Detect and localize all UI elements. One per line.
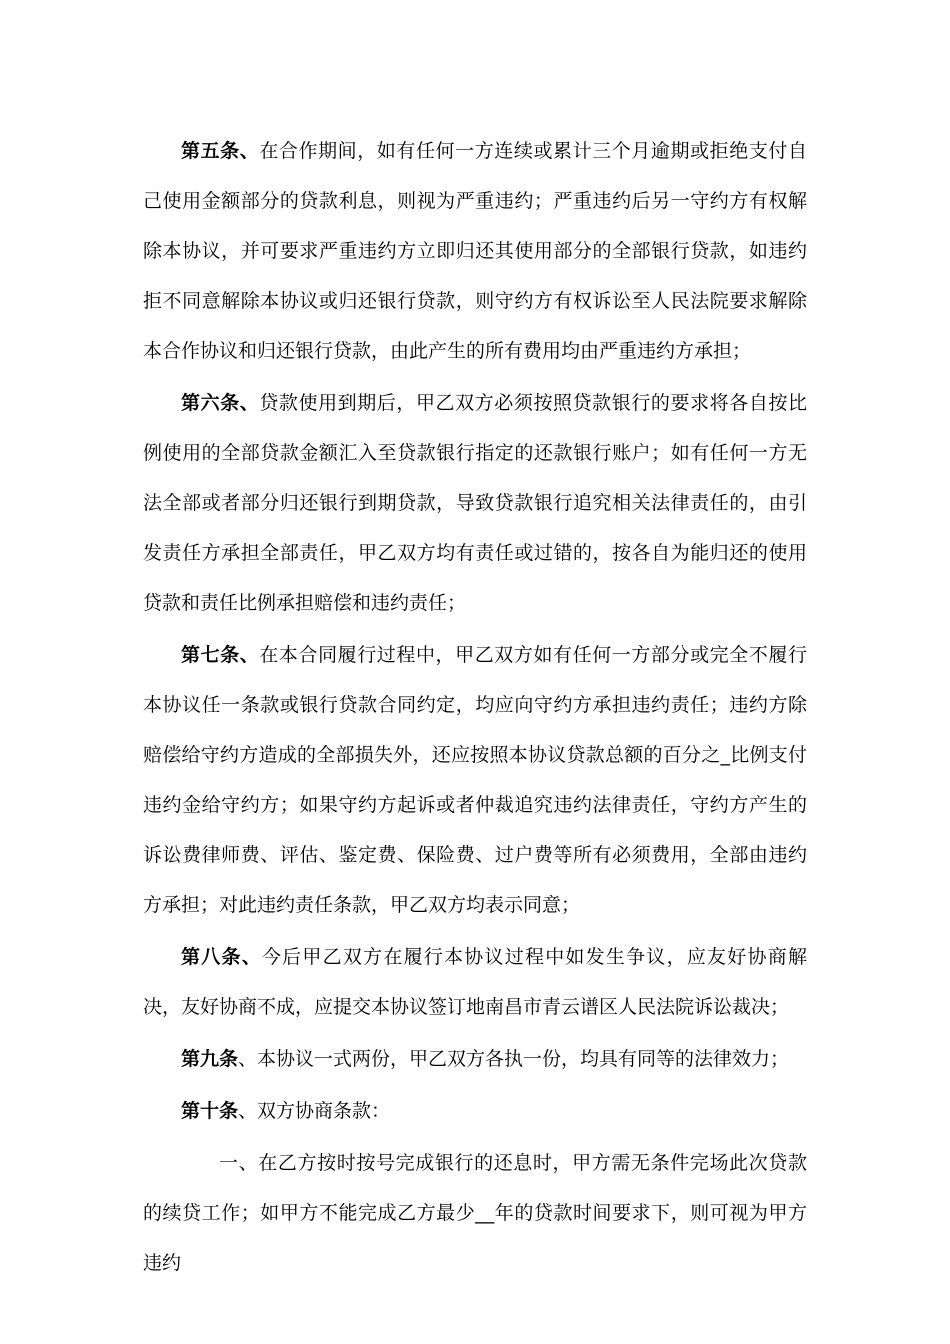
document-page: [143, 126, 807, 1290]
article-10-title: 第十条: [181, 1100, 239, 1122]
article-9-title: 第九条: [181, 1048, 239, 1070]
article-6-title: 第六条、: [181, 392, 260, 414]
article-5-title: 第五条、: [181, 140, 260, 162]
article-8-title: 第八条、: [181, 946, 262, 968]
article-5: [143, 126, 807, 376]
article-10-text: 、双方协商条款：: [238, 1100, 391, 1122]
article-6-text: 贷款使用到期后，甲乙双方必须按照贷款银行的要求将各自按比例使用的全部贷款金额汇入至贷款银行指定的还款银行账户；如有任何一方无法全部或者部分归还银行到期贷款，导致贷款银行追究相关法律责任的，由引发责任方承担全部责任，甲乙双方均有责任或过错的，按各自为能归还的使用贷款和责任比例承担赔偿和违约责任；: [143, 392, 807, 614]
article-8-text: 今后甲乙双方在履行本协议过程中如发生争议，应友好协商解决，友好协商不成，应提交本协议签订地南昌市青云谱区人民法院诉讼裁决；: [143, 946, 807, 1018]
article-5-text: 在合作期间，如有任何一方连续或累计三个月逾期或拒绝支付自己使用金额部分的贷款利息，则视为严重违约；严重违约后另一守约方有权解除本协议，并可要求严重违约方立即归还其使用部分的全部银行贷款，如违约拒不同意解除本协议或归还银行贷款，则守约方有权诉讼至人民法院要求解除本合作协议和归还银行贷款，由此产生的所有费用均由严重违约方承担；: [143, 140, 807, 362]
article-6: [143, 378, 807, 628]
article-9: [143, 1034, 807, 1084]
article-8: [143, 932, 807, 1032]
clause-one: 一、在乙方按时按号完成银行的还息时，甲方需无条件完场此次贷款的续贷工作；如甲方不能完成乙方最少__年的贷款时间要求下，则可视为甲方违约: [143, 1152, 807, 1274]
article-7-text: 在本合同履行过程中，甲乙双方如有任何一方部分或完全不履行本协议任一条款或银行贷款合同约定，均应向守约方承担违约责任；违约方除赔偿给守约方造成的全部损失外，还应按照本协议贷款总额的百分之_比例支付违约金给守约方；如果守约方起诉或者仲裁追究违约法律责任，守约方产生的诉讼费律师费、评估、鉴定费、保险费、过户费等所有必须费用，全部由违约方承担；对此违约责任条款，甲乙双方均表示同意；: [143, 644, 807, 916]
article-9-text: 、本协议一式两份，甲乙双方各执一份，均具有同等的法律效力；: [238, 1048, 790, 1070]
article-7: [143, 630, 807, 930]
article-7-title: 第七条、: [181, 644, 260, 666]
article-10: [143, 1086, 807, 1136]
